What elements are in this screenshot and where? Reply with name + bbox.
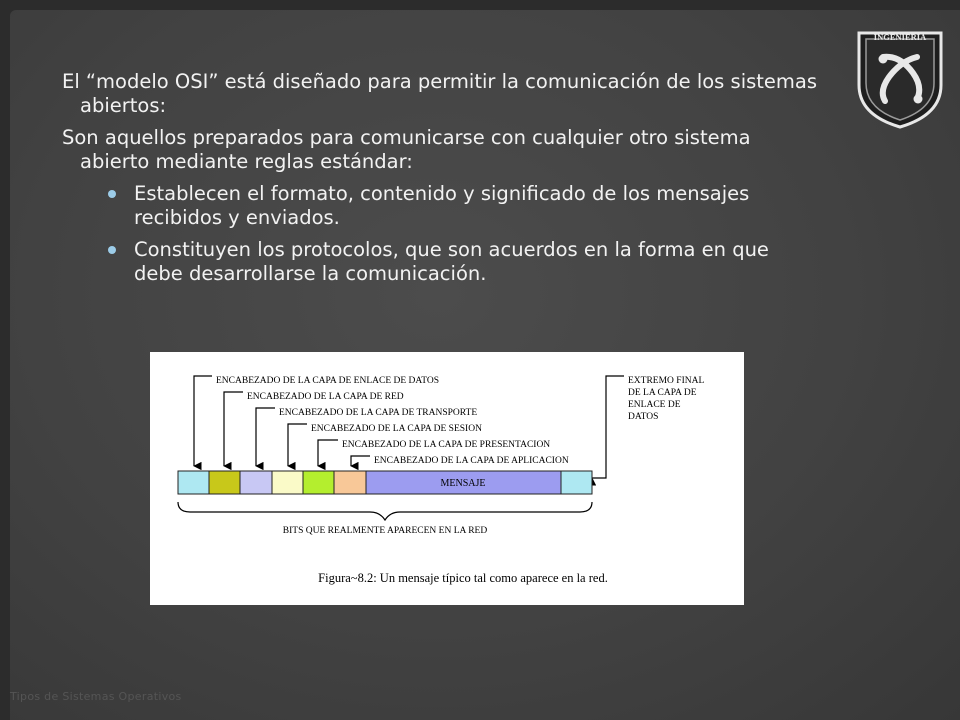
segment-aplicacion-header <box>334 471 366 494</box>
university-crest-icon <box>853 25 947 129</box>
crest-lettering: INGENIERIA <box>873 32 927 42</box>
header-label-sesion: ENCABEZADO DE LA CAPA DE SESION <box>311 424 482 434</box>
bullet-protocols: Constituyen los protocolos, que son acuerdos en la forma en que debe desarrollarse la comunicación. <box>134 238 822 286</box>
segment-enlace-header <box>178 471 209 494</box>
header-label-aplicacion: ENCABEZADO DE LA CAPA DE APLICACION <box>374 456 569 466</box>
header-label-transporte: ENCABEZADO DE LA CAPA DE TRANSPORTE <box>279 408 478 418</box>
segment-presentacion-header <box>303 471 334 494</box>
trailer-label-line-1: EXTREMO FINAL <box>628 376 705 386</box>
figure-caption: Figura~8.2: Un mensaje típico tal como aparece en la red. <box>318 571 608 585</box>
header-label-enlace: ENCABEZADO DE LA CAPA DE ENLACE DE DATOS <box>216 376 439 386</box>
segment-sesion-header <box>272 471 303 494</box>
trailer-label-line-3: ENLACE DE <box>628 400 681 410</box>
trailer-label-line-4: DATOS <box>628 412 659 422</box>
osi-message-figure <box>150 352 744 605</box>
header-label-red: ENCABEZADO DE LA CAPA DE RED <box>247 392 404 402</box>
osi-message-diagram <box>150 352 744 605</box>
slide-body <box>62 70 822 294</box>
trailer-label-line-2: DE LA CAPA DE <box>628 388 697 398</box>
header-label-presentacion: ENCABEZADO DE LA CAPA DE PRESENTACION <box>342 440 551 450</box>
segment-red-header <box>209 471 240 494</box>
segment-transporte-header <box>240 471 272 494</box>
definition-paragraph: Son aquellos preparados para comunicarse con cualquier otro sistema abierto mediante reglas estándar: <box>62 126 751 173</box>
bits-label: BITS QUE REALMENTE APARECEN EN LA RED <box>282 526 488 536</box>
footer-presentation-title: Tipos de Sistemas Operativos <box>10 690 182 703</box>
intro-paragraph: El “modelo OSI” está diseñado para permitir la comunicación de los sistemas abiertos: <box>62 70 818 117</box>
bullet-format: Establecen el formato, contenido y significado de los mensajes recibidos y enviados. <box>134 182 822 230</box>
segment-enlace-trailer <box>561 471 592 494</box>
message-label: MENSAJE <box>440 478 486 489</box>
